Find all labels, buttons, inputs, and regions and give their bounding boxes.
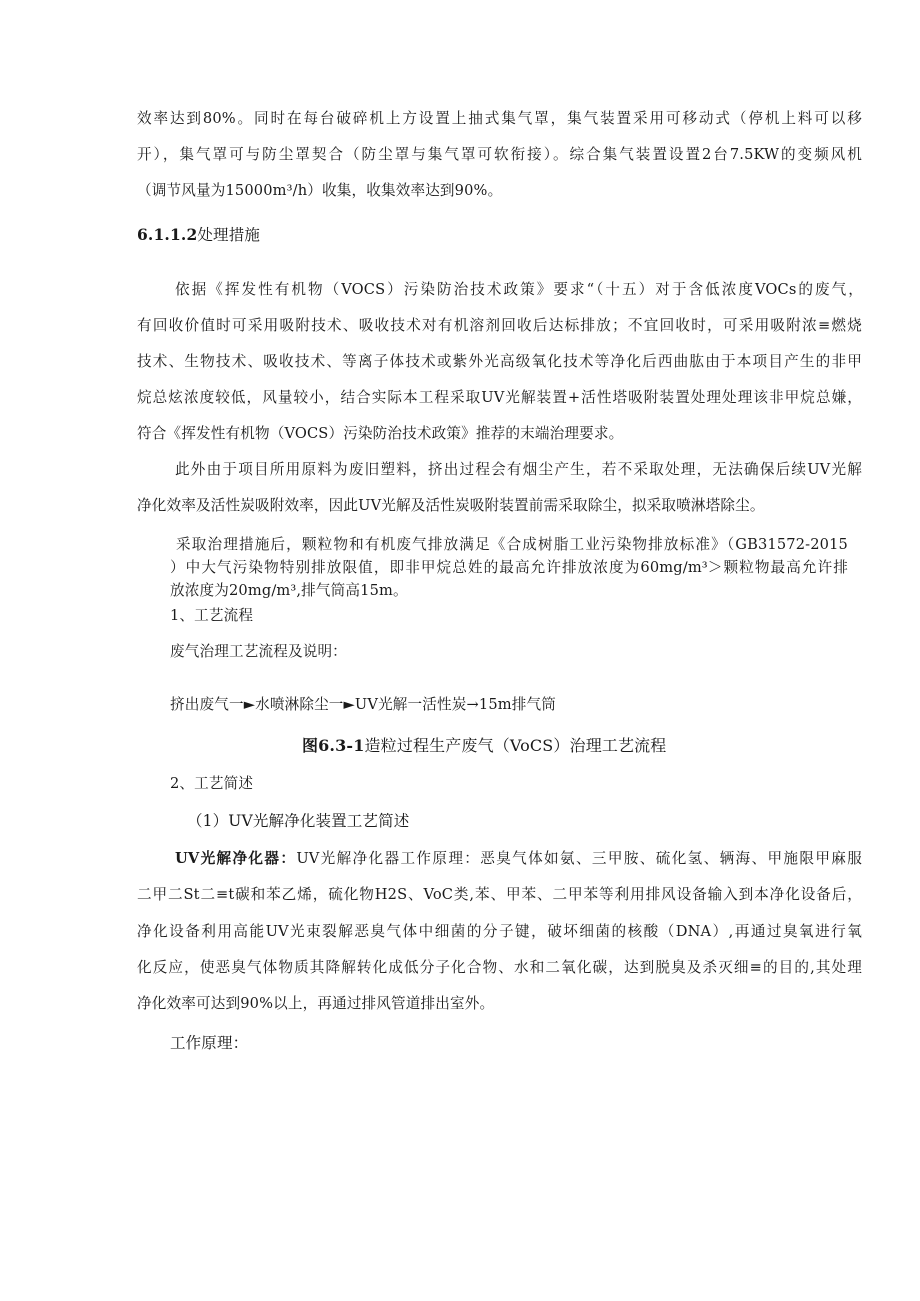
item2-title: 2、工艺简述 — [170, 775, 254, 792]
intro-line-3: （调节风量为15000m³/h）收集，收集效率达到90%。 — [137, 182, 503, 199]
para1-line-1: 依据《挥发性有机物（VOCS）污染防治技术政策》要求“（十五）对于含低浓度VOCs的废气， — [175, 281, 863, 298]
uv-para-line-4: 化反应，使恶臭气体物质其降解转化成低分子化合物、水和二氧化碳，达到脱臭及杀灭细≡的目的,其处理 — [137, 959, 862, 976]
flow-intro: 废气治理工艺流程及说明： — [170, 643, 347, 660]
work-principle-label: 工作原理： — [170, 1034, 249, 1052]
item1-title: 1、工艺流程 — [170, 607, 254, 624]
section-heading-number: 6.1.1.2 — [137, 225, 198, 244]
para1-line-2: 有回收价值时可采用吸附技术、吸收技术对有机溶剂回收后达标排放；不宜回收时，可采用吸附浓≡燃烧 — [137, 317, 862, 334]
section-heading — [137, 227, 260, 244]
figure-caption-text: 造粒过程生产废气（VoCS）治理工艺流程 — [364, 736, 667, 755]
para3-line-2: ）中大气污染物特别排放限值，即非甲烷总姓的最高允许排放浓度为60mg∕m³＞颗粒物最高允许排 — [170, 559, 848, 576]
para1-line-3: 技术、生物技术、吸收技术、等离子体技术或紫外光高级氧化技术等净化后西曲肱由于本项目产生的非甲 — [137, 353, 862, 370]
subsection-title: （1）UV光解净化装置工艺简述 — [187, 812, 410, 830]
para2-line-2: 净化效率及活性炭吸附效率，因此UV光解及活性炭吸附装置前需采取除尘，拟采取喷淋塔除尘。 — [137, 497, 765, 514]
intro-line-2: 开），集气罩可与防尘罩契合（防尘罩与集气罩可软衔接）。综合集气装置设置2台7.5KW的变频风机 — [137, 146, 862, 163]
uv-para-line-1 — [175, 852, 862, 867]
intro-line-1: 效率达到80%。同时在每台破碎机上方设置上抽式集气罩，集气装置采用可移动式（停机上料可以移 — [137, 110, 862, 127]
para3-line-1: 采取治理措施后，颗粒物和有机废气排放满足《合成树脂工业污染物排放标准》（GB31572-2015 — [176, 536, 848, 553]
section-heading-title: 处理措施 — [197, 226, 260, 244]
figure-number: 图6.3-1 — [302, 736, 365, 755]
figure-caption — [302, 738, 666, 754]
para3-line-3: 放浓度为20mg∕m³,排气筒高15m。 — [170, 582, 408, 599]
uv-para-line-3: 净化设备利用高能UV光束裂解恶臭气体中细菌的分子键，破坏细菌的核酸（DNA）,再通过臭氧进行氧 — [137, 923, 862, 940]
uv-para-line-1-text: UV光解净化器工作原理：恶臭气体如氨、三甲胺、硫化氢、辆海、甲施限甲麻服 — [296, 850, 862, 867]
process-flow-line: 挤出废气一►水喷淋除尘一►UV光解一活性炭→15m排气筒 — [170, 696, 556, 713]
para1-line-4: 烷总炫浓度较低，风量较小，结合实际本工程采取UV光解装置+活性塔吸附装置处理处理该非甲烷总嫌， — [137, 389, 862, 406]
uv-para-line-2: 二甲二St二≡t碳和苯乙烯，硫化物H2S、VoC类,苯、甲苯、二甲苯等利用排风设备输入到本净化设备后， — [137, 886, 862, 903]
para2-line-1: 此外由于项目所用原料为废旧塑料，挤出过程会有烟尘产生，若不采取处理，无法确保后续UV光解 — [175, 461, 862, 478]
uv-para-line-5: 净化效率可达到90%以上，再通过排风管道排出室外。 — [137, 995, 495, 1012]
uv-para-lead: UV光解净化器： — [175, 850, 297, 867]
para1-line-5: 符合《挥发性有机物（VOCS）污染防治技术政策》推荐的末端治理要求。 — [137, 425, 624, 442]
